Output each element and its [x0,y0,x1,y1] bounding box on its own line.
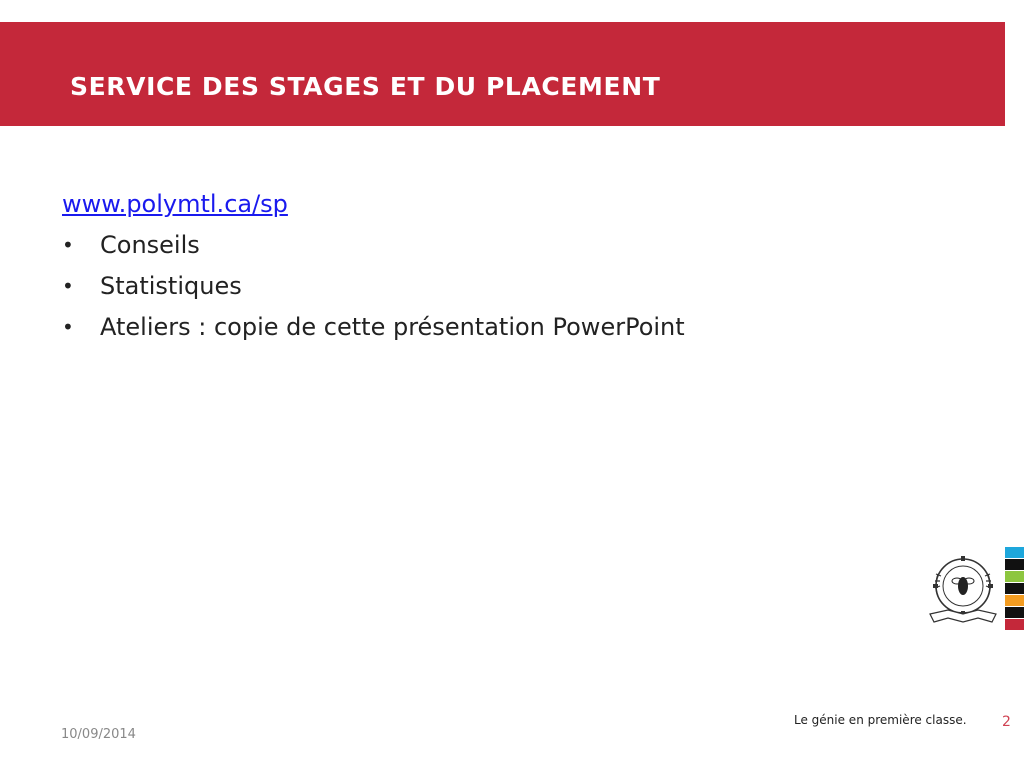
bullet-text: Statistiques [100,272,242,300]
website-link[interactable]: www.polymtl.ca/sp [62,190,288,218]
color-stripes [1005,547,1024,631]
color-stripe [1005,583,1024,594]
color-stripe [1005,607,1024,618]
bullet-item-statistiques [62,266,685,307]
bullet-item-ateliers [62,307,685,348]
slide-title: SERVICE DES STAGES ET DU PLACEMENT [70,72,661,101]
color-stripe [1005,571,1024,582]
page-number: 2 [1002,714,1011,730]
bullet-icon: • [62,233,74,257]
color-stripe [1005,547,1024,558]
bullet-icon: • [62,274,74,298]
seal-logo-icon [926,552,1000,630]
bullet-text: Conseils [100,231,200,259]
footer-date: 10/09/2014 [61,727,136,742]
bullet-text: Ateliers : copie de cette présentation PowerPoint [100,313,685,341]
color-stripe [1005,559,1024,570]
color-stripe [1005,619,1024,630]
footer-tagline: Le génie en première classe. [794,713,967,727]
bullet-icon: • [62,315,74,339]
bullet-item-conseils [62,225,685,266]
color-stripe [1005,595,1024,606]
bullet-list [62,225,685,348]
slide-content [62,184,685,348]
